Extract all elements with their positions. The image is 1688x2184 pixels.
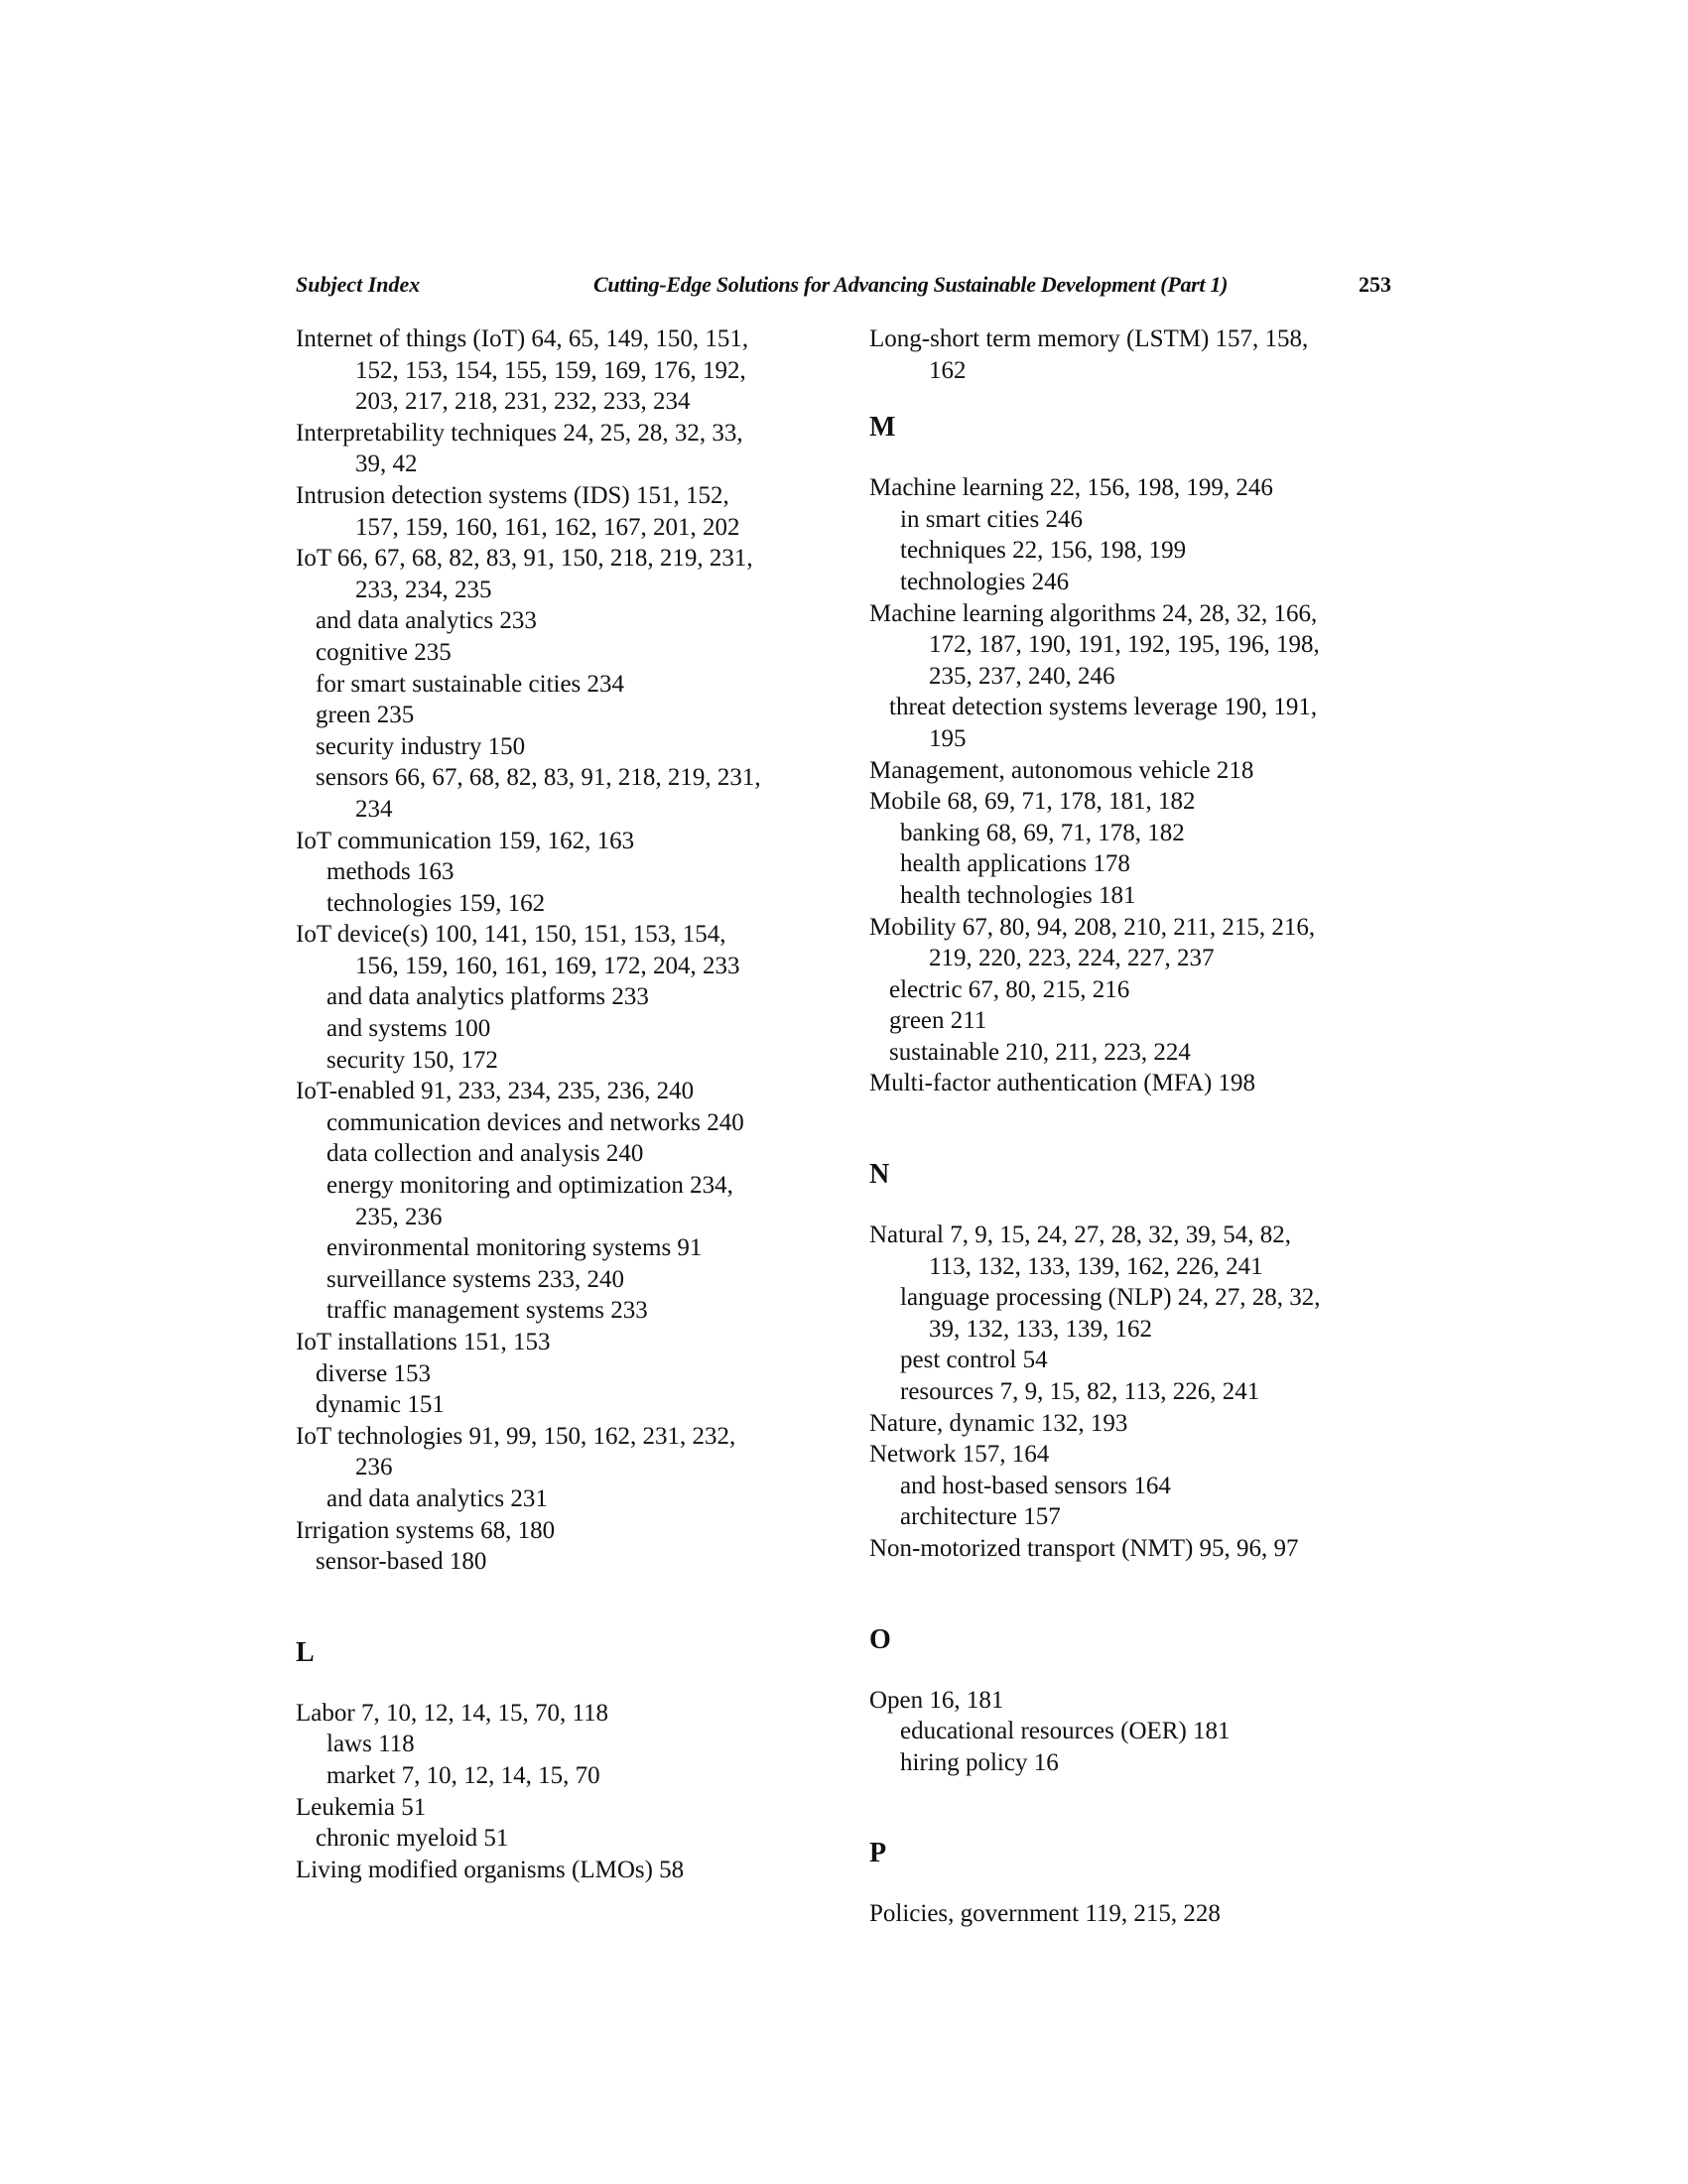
entry-text: Interpretability techniques 24, 25, 28, 32, 33,	[296, 419, 743, 447]
index-subentry-data-collection-and-analysis	[296, 1138, 851, 1170]
letter-heading-n: N	[869, 1159, 890, 1191]
entry-text: sustainable 210, 211, 223, 224	[889, 1038, 1191, 1066]
index-entry-internet-of-things	[296, 323, 851, 418]
letter-heading-m: M	[869, 412, 896, 444]
entry-continuation: 219, 220, 223, 224, 227, 237	[929, 945, 1215, 972]
entry-text: environmental monitoring systems 91	[326, 1234, 703, 1262]
index-column-left	[296, 323, 851, 1885]
entry-text: methods 163	[326, 858, 454, 886]
index-entry-non-motorized-transport	[869, 1533, 1425, 1565]
entry-text: Machine learning 22, 156, 198, 199, 246	[869, 474, 1273, 502]
index-entry-living-modified-organisms	[296, 1855, 851, 1886]
index-subentry-and-data-analytics-platforms	[296, 981, 851, 1013]
entry-text: language processing (NLP) 24, 27, 28, 32,	[900, 1284, 1321, 1312]
index-subentry-and-host-based-sensors	[869, 1471, 1425, 1502]
entry-text: electric 67, 80, 215, 216	[889, 975, 1130, 1003]
index-entry-irrigation-systems	[296, 1515, 851, 1547]
entry-text: IoT 66, 67, 68, 82, 83, 91, 150, 218, 219, 231,	[296, 545, 753, 573]
entry-text: sensor-based 180	[316, 1548, 487, 1576]
entry-text: diverse 153	[316, 1359, 431, 1387]
index-subentry-technologies	[869, 567, 1425, 598]
entry-text: Network 157, 164	[869, 1441, 1050, 1469]
index-subentry-resources	[869, 1376, 1425, 1408]
entry-text: Living modified organisms (LMOs) 58	[296, 1856, 685, 1883]
index-entry-multi-factor-authentication	[869, 1068, 1425, 1099]
entry-text: IoT communication 159, 162, 163	[296, 827, 635, 854]
index-entry-machine-learning-algorithms	[869, 598, 1425, 693]
index-subentry-sustainable	[869, 1037, 1425, 1069]
index-subentry-health-technologies	[869, 880, 1425, 912]
entry-text: security 150, 172	[326, 1046, 498, 1074]
index-subentry-security-industry	[296, 731, 851, 763]
entry-continuation: 203, 217, 218, 231, 232, 233, 234	[355, 388, 691, 416]
entry-text: traffic management systems 233	[326, 1297, 648, 1325]
entry-text: and systems 100	[326, 1015, 491, 1043]
entry-text: chronic myeloid 51	[316, 1825, 509, 1853]
index-subentry-security	[296, 1045, 851, 1077]
entry-text: Long-short term memory (LSTM) 157, 158,	[869, 325, 1309, 352]
index-subentry-banking	[869, 818, 1425, 849]
entry-continuation: 39, 132, 133, 139, 162	[929, 1315, 1152, 1343]
entry-text: cognitive 235	[316, 638, 452, 666]
entry-text: Labor 7, 10, 12, 14, 15, 70, 118	[296, 1699, 609, 1727]
index-subentry-and-data-analytics	[296, 605, 851, 637]
entry-text: pest control 54	[900, 1347, 1048, 1374]
entry-continuation: 235, 236	[355, 1203, 443, 1230]
entry-text: security industry 150	[316, 732, 526, 760]
index-subentry-architecture	[869, 1501, 1425, 1533]
entry-text: techniques 22, 156, 198, 199	[900, 537, 1187, 565]
index-entry-iot	[296, 543, 851, 605]
letter-heading-o: O	[869, 1623, 891, 1655]
entry-text: Irrigation systems 68, 180	[296, 1516, 556, 1544]
entry-text: Management, autonomous vehicle 218	[869, 756, 1254, 784]
section-label: Subject Index	[296, 272, 421, 297]
entry-text: and host-based sensors 164	[900, 1472, 1171, 1499]
entry-text: Internet of things (IoT) 64, 65, 149, 150, 151,	[296, 325, 749, 352]
index-entry-interpretability-techniques	[296, 418, 851, 480]
index-subentry-for-smart-sustainable-cities	[296, 669, 851, 701]
entry-text: technologies 246	[900, 568, 1070, 595]
entry-continuation: 172, 187, 190, 191, 192, 195, 196, 198,	[929, 631, 1320, 659]
index-entry-intrusion-detection-systems	[296, 480, 851, 543]
index-subentry-health-applications	[869, 848, 1425, 880]
entry-text: educational resources (OER) 181	[900, 1718, 1231, 1745]
entry-continuation: 234	[355, 795, 393, 823]
index-subentry-methods	[296, 856, 851, 888]
entry-text: dynamic 151	[316, 1391, 445, 1419]
index-subentry-sensors	[296, 762, 851, 825]
entry-text: resources 7, 9, 15, 82, 113, 226, 241	[900, 1378, 1260, 1406]
index-subentry-environmental-monitoring-systems	[296, 1232, 851, 1264]
index-subentry-surveillance-systems	[296, 1264, 851, 1296]
entry-continuation: 156, 159, 160, 161, 169, 172, 204, 233	[355, 952, 740, 979]
entry-continuation: 195	[929, 724, 967, 752]
entry-text: health technologies 181	[900, 881, 1136, 909]
entry-text: and data analytics 231	[326, 1484, 548, 1512]
entry-text: technologies 159, 162	[326, 889, 546, 917]
index-entry-labor	[296, 1698, 851, 1730]
book-title: Cutting-Edge Solutions for Advancing Sustainable Development (Part 1)	[593, 272, 1229, 297]
index-subentry-and-data-analytics	[296, 1483, 851, 1515]
entry-continuation: 233, 234, 235	[355, 576, 492, 603]
index-entry-open	[869, 1685, 1425, 1717]
index-subentry-educational-resources	[869, 1716, 1425, 1747]
index-subentry-diverse	[296, 1358, 851, 1390]
index-entry-iot-enabled	[296, 1076, 851, 1107]
entry-text: Nature, dynamic 132, 193	[869, 1409, 1128, 1437]
entry-text: Mobility 67, 80, 94, 208, 210, 211, 215, 216,	[869, 913, 1316, 941]
index-subentry-electric	[869, 974, 1425, 1006]
entry-text: IoT installations 151, 153	[296, 1329, 551, 1355]
entry-text: Intrusion detection systems (IDS) 151, 152,	[296, 481, 729, 509]
entry-text: market 7, 10, 12, 14, 15, 70	[326, 1761, 600, 1789]
letter-heading-p: P	[869, 1838, 887, 1869]
page-number: 253	[1359, 272, 1391, 297]
index-entry-network	[869, 1439, 1425, 1471]
entry-text: architecture 157	[900, 1503, 1061, 1531]
entry-text: laws 118	[326, 1731, 415, 1758]
entry-text: Open 16, 181	[869, 1686, 1004, 1714]
entry-text: Mobile 68, 69, 71, 178, 181, 182	[869, 788, 1196, 816]
entry-text: Machine learning algorithms 24, 28, 32, 166,	[869, 599, 1318, 627]
index-subentry-techniques	[869, 535, 1425, 567]
entry-continuation: 162	[929, 356, 967, 384]
index-subentry-green	[296, 700, 851, 731]
entry-continuation: 157, 159, 160, 161, 162, 167, 201, 202	[355, 513, 740, 541]
index-subentry-energy-monitoring-and-optimization	[296, 1170, 851, 1232]
index-entry-nature-dynamic	[869, 1408, 1425, 1440]
entry-text: hiring policy 16	[900, 1748, 1059, 1776]
entry-continuation: 39, 42	[355, 450, 418, 478]
index-entry-mobility	[869, 912, 1425, 974]
entry-text: Multi-factor authentication (MFA) 198	[869, 1070, 1256, 1097]
running-header	[296, 272, 1391, 302]
index-entry-leukemia	[296, 1792, 851, 1824]
index-entry-management-autonomous-vehicle	[869, 755, 1425, 787]
index-subentry-hiring-policy	[869, 1747, 1425, 1779]
index-subentry-sensor-based	[296, 1546, 851, 1578]
index-entry-long-short-term-memory	[869, 323, 1425, 386]
index-subentry-market	[296, 1760, 851, 1792]
index-subentry-cognitive	[296, 637, 851, 669]
entry-text: surveillance systems 233, 240	[326, 1265, 624, 1293]
entry-text: Leukemia 51	[296, 1793, 427, 1821]
index-subentry-technologies	[296, 888, 851, 920]
index-subentry-green	[869, 1005, 1425, 1037]
index-entry-policies-government	[869, 1898, 1425, 1930]
index-column-right	[869, 323, 1425, 1930]
index-entry-machine-learning	[869, 472, 1425, 504]
entry-text: Policies, government 119, 215, 228	[869, 1900, 1221, 1928]
entry-text: threat detection systems leverage 190, 191,	[889, 694, 1318, 721]
index-entry-iot-technologies	[296, 1421, 851, 1483]
letter-heading-l: L	[296, 1636, 315, 1668]
entry-text: sensors 66, 67, 68, 82, 83, 91, 218, 219, 231,	[316, 764, 761, 792]
entry-text: green 235	[316, 702, 415, 729]
entry-text: and data analytics platforms 233	[326, 983, 649, 1011]
index-entry-iot-installations	[296, 1327, 851, 1358]
index-subentry-threat-detection-systems-leverage	[869, 692, 1425, 754]
index-entry-mobile	[869, 786, 1425, 818]
entry-text: health applications 178	[900, 850, 1130, 878]
index-subentry-in-smart-cities	[869, 504, 1425, 536]
entry-text: in smart cities 246	[900, 505, 1083, 533]
entry-continuation: 113, 132, 133, 139, 162, 226, 241	[929, 1252, 1263, 1280]
entry-text: green 211	[889, 1007, 987, 1035]
index-subentry-chronic-myeloid	[296, 1823, 851, 1855]
entry-text: banking 68, 69, 71, 178, 182	[900, 819, 1185, 846]
entry-text: IoT-enabled 91, 233, 234, 235, 236, 240	[296, 1078, 695, 1105]
entry-continuation: 236	[355, 1454, 393, 1481]
entry-text: IoT device(s) 100, 141, 150, 151, 153, 154,	[296, 921, 726, 949]
index-entry-iot-device	[296, 919, 851, 981]
entry-continuation: 152, 153, 154, 155, 159, 169, 176, 192,	[355, 356, 746, 384]
entry-text: energy monitoring and optimization 234,	[326, 1172, 733, 1200]
index-entry-natural	[869, 1220, 1425, 1282]
entry-text: for smart sustainable cities 234	[316, 670, 625, 698]
entry-text: Natural 7, 9, 15, 24, 27, 28, 32, 39, 54, 82,	[869, 1221, 1291, 1249]
entry-text: IoT technologies 91, 99, 150, 162, 231, 232,	[296, 1422, 736, 1450]
entry-continuation: 235, 237, 240, 246	[929, 662, 1115, 690]
index-subentry-language-processing	[869, 1282, 1425, 1345]
index-subentry-pest-control	[869, 1345, 1425, 1376]
index-subentry-traffic-management-systems	[296, 1295, 851, 1327]
index-subentry-laws	[296, 1729, 851, 1760]
index-subentry-communication-devices-and-networks	[296, 1107, 851, 1139]
index-entry-iot-communication	[296, 826, 851, 857]
entry-text: and data analytics 233	[316, 607, 537, 635]
entry-text: Non-motorized transport (NMT) 95, 96, 97	[869, 1535, 1299, 1562]
entry-text: data collection and analysis 240	[326, 1140, 644, 1168]
entry-text: communication devices and networks 240	[326, 1108, 744, 1136]
index-subentry-dynamic	[296, 1389, 851, 1421]
index-subentry-and-systems	[296, 1013, 851, 1045]
